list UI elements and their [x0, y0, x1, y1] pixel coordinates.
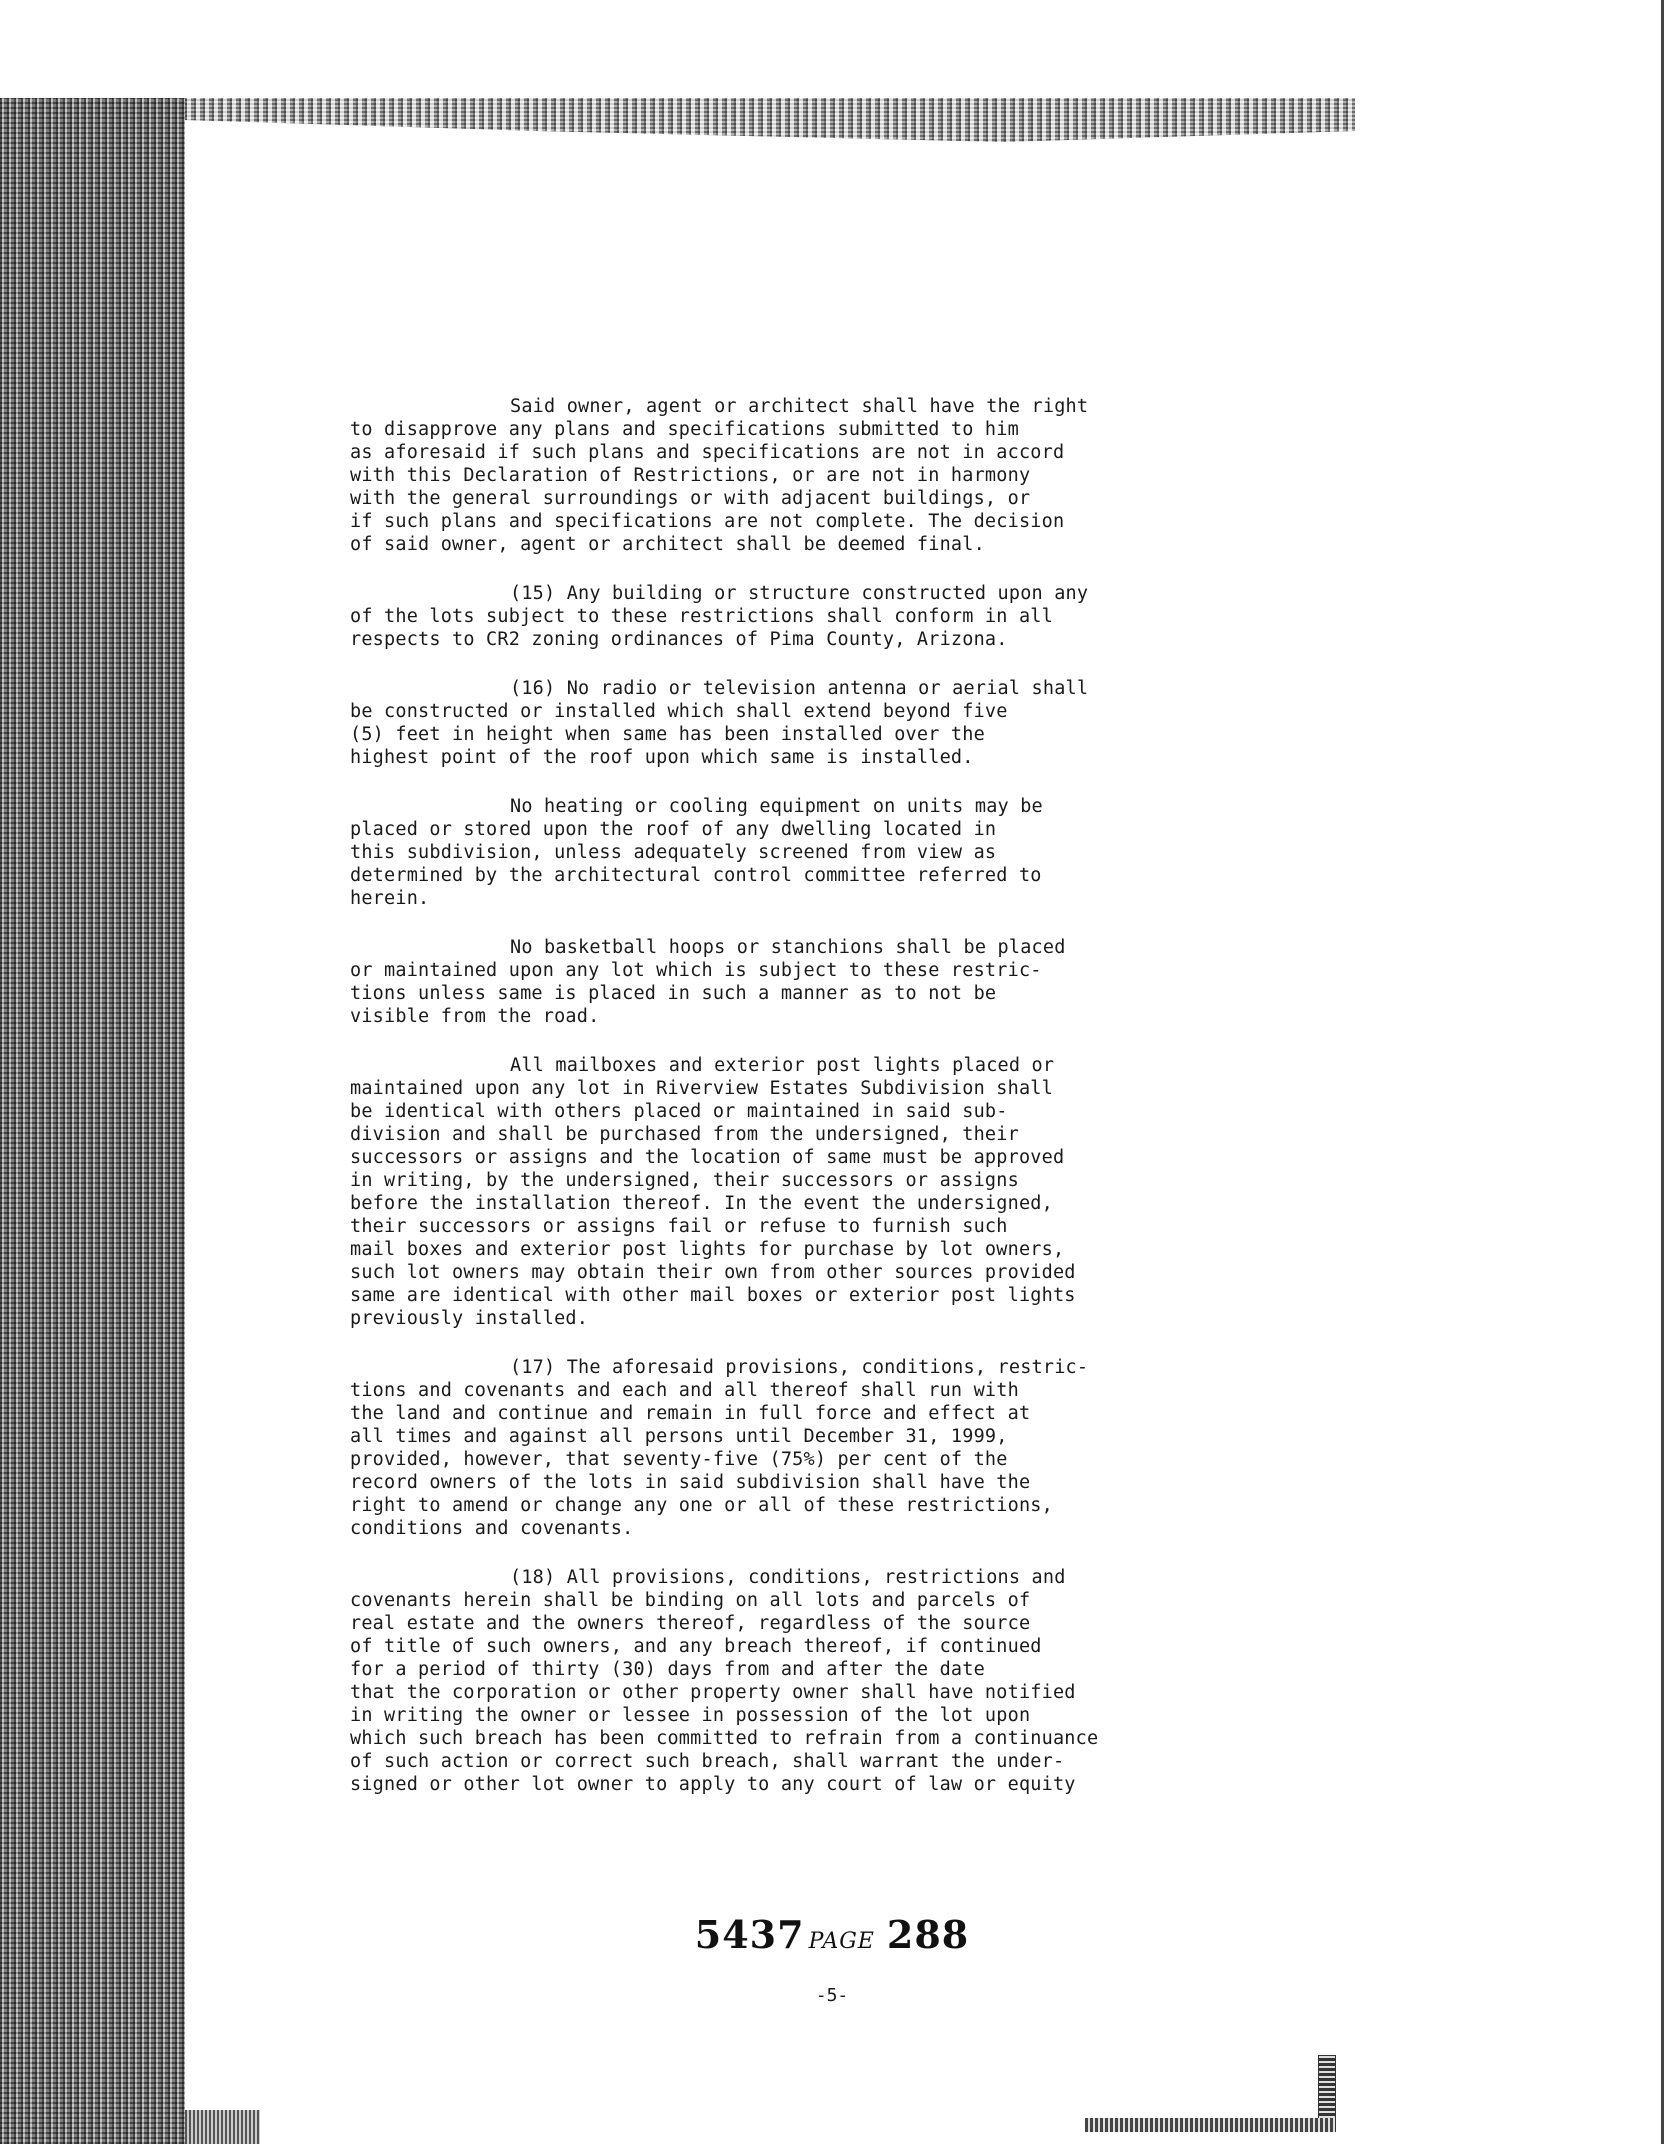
paragraph-line: mail boxes and exterior post lights for purchase by lot owners, [350, 1239, 1065, 1260]
scan-border-bottom-left [185, 2110, 260, 2144]
paragraph-line: tions and covenants and each and all thereof shall run with [350, 1380, 1019, 1401]
paragraph-line: of title of such owners, and any breach thereof, if continued [350, 1636, 1042, 1657]
paragraph-antenna [350, 677, 1300, 769]
paragraph-owner-approval [350, 395, 1300, 556]
paragraph-line: in writing, by the undersigned, their successors or assigns [350, 1170, 1019, 1191]
recording-reference [0, 1912, 1664, 1957]
paragraph-line: of said owner, agent or architect shall be deemed final. [350, 534, 985, 555]
paragraph-line: same are identical with other mail boxes or exterior post lights [350, 1285, 1076, 1306]
paragraph-line: that the corporation or other property owner shall have notified [350, 1682, 1076, 1703]
paragraph-line: (15) Any building or structure constructed upon any [510, 583, 1089, 604]
paragraph-line: in writing the owner or lessee in possession of the lot upon [350, 1705, 1031, 1726]
paragraph-line: their successors or assigns fail or refuse to furnish such [350, 1216, 1008, 1237]
paragraph-line: such lot owners may obtain their own from other sources provided [350, 1262, 1076, 1283]
paragraph-line: (16) No radio or television antenna or aerial shall [510, 678, 1089, 699]
paragraph-line: right to amend or change any one or all of these restrictions, [350, 1495, 1053, 1516]
scan-border-top [185, 98, 1355, 153]
paragraph-line: No heating or cooling equipment on units may be [510, 796, 1043, 817]
paragraph-line: provided, however, that seventy-five (75%) per cent of the [350, 1449, 1008, 1470]
paragraph-line: be identical with others placed or maintained in said sub- [350, 1101, 1008, 1122]
paragraph-line: this subdivision, unless adequately screened from view as [350, 842, 997, 863]
paragraph-line: all times and against all persons until December 31, 1999, [350, 1426, 1008, 1447]
paragraph-line: No basketball hoops or stanchions shall be placed [510, 937, 1066, 958]
paragraph-line: (5) feet in height when same has been installed over the [350, 724, 985, 745]
paragraph-line: highest point of the roof upon which same is installed. [350, 747, 974, 768]
paragraph-line: division and shall be purchased from the undersigned, their [350, 1124, 1019, 1145]
recording-page: 288 [886, 1912, 970, 1957]
paragraph-line: covenants herein shall be binding on all lots and parcels of [350, 1590, 1031, 1611]
paragraph-line: of the lots subject to these restrictions shall conform in all [350, 606, 1053, 627]
document-body [350, 395, 1300, 1822]
paragraph-line: signed or other lot owner to apply to any court of law or equity [350, 1774, 1076, 1795]
paragraph-heating-cooling [350, 795, 1300, 910]
paragraph-line: the land and continue and remain in full force and effect at [350, 1403, 1031, 1424]
paragraph-line: of such action or correct such breach, shall warrant the under- [350, 1751, 1065, 1772]
paragraph-basketball [350, 936, 1300, 1028]
page-number: -5- [815, 1985, 849, 2006]
paragraph-line: or maintained upon any lot which is subject to these restric- [350, 960, 1042, 981]
paragraph-line: respects to CR2 zoning ordinances of Pima County, Arizona. [350, 629, 1008, 650]
paragraph-line: to disapprove any plans and specifications submitted to him [350, 419, 1019, 440]
paragraph-line: which such breach has been committed to refrain from a continuance [350, 1728, 1099, 1749]
paragraph-line: conditions and covenants. [350, 1518, 634, 1539]
recording-book: 5437 [694, 1912, 805, 1957]
paragraph-line: Said owner, agent or architect shall have the right [510, 396, 1089, 417]
paragraph-line: visible from the road. [350, 1006, 600, 1027]
scan-border-left [0, 98, 185, 2144]
paragraph-line: tions unless same is placed in such a manner as to not be [350, 983, 997, 1004]
paragraph-binding [350, 1566, 1300, 1796]
paragraph-zoning [350, 582, 1300, 651]
paragraph-line: previously installed. [350, 1308, 589, 1329]
paragraph-line: placed or stored upon the roof of any dwelling located in [350, 819, 997, 840]
paragraph-line: All mailboxes and exterior post lights placed or [510, 1055, 1055, 1076]
paragraph-line: (17) The aforesaid provisions, conditions, restric- [510, 1357, 1089, 1378]
paragraph-line: (18) All provisions, conditions, restrictions and [510, 1567, 1066, 1588]
paragraph-line: successors or assigns and the location of same must be approved [350, 1147, 1065, 1168]
paragraph-line: with the general surroundings or with adjacent buildings, or [350, 488, 1031, 509]
paragraph-line: as aforesaid if such plans and specifications are not in accord [350, 442, 1065, 463]
recording-label: PAGE [808, 1929, 875, 1954]
paragraph-line: if such plans and specifications are not complete. The decision [350, 511, 1065, 532]
paragraph-line: record owners of the lots in said subdivision shall have the [350, 1472, 1031, 1493]
paragraph-line: before the installation thereof. In the event the undersigned, [350, 1193, 1053, 1214]
paragraph-line: for a period of thirty (30) days from and after the date [350, 1659, 985, 1680]
paragraph-line: be constructed or installed which shall extend beyond five [350, 701, 1008, 722]
paragraph-line: herein. [350, 888, 430, 909]
paragraph-line: determined by the architectural control committee referred to [350, 865, 1042, 886]
scan-border-bottom-right [1085, 2118, 1335, 2132]
paragraph-line: real estate and the owners thereof, regardless of the source [350, 1613, 1031, 1634]
paragraph-mailboxes [350, 1054, 1300, 1330]
paragraph-line: maintained upon any lot in Riverview Estates Subdivision shall [350, 1078, 1053, 1099]
paragraph-duration [350, 1356, 1300, 1540]
paragraph-line: with this Declaration of Restrictions, or are not in harmony [350, 465, 1031, 486]
